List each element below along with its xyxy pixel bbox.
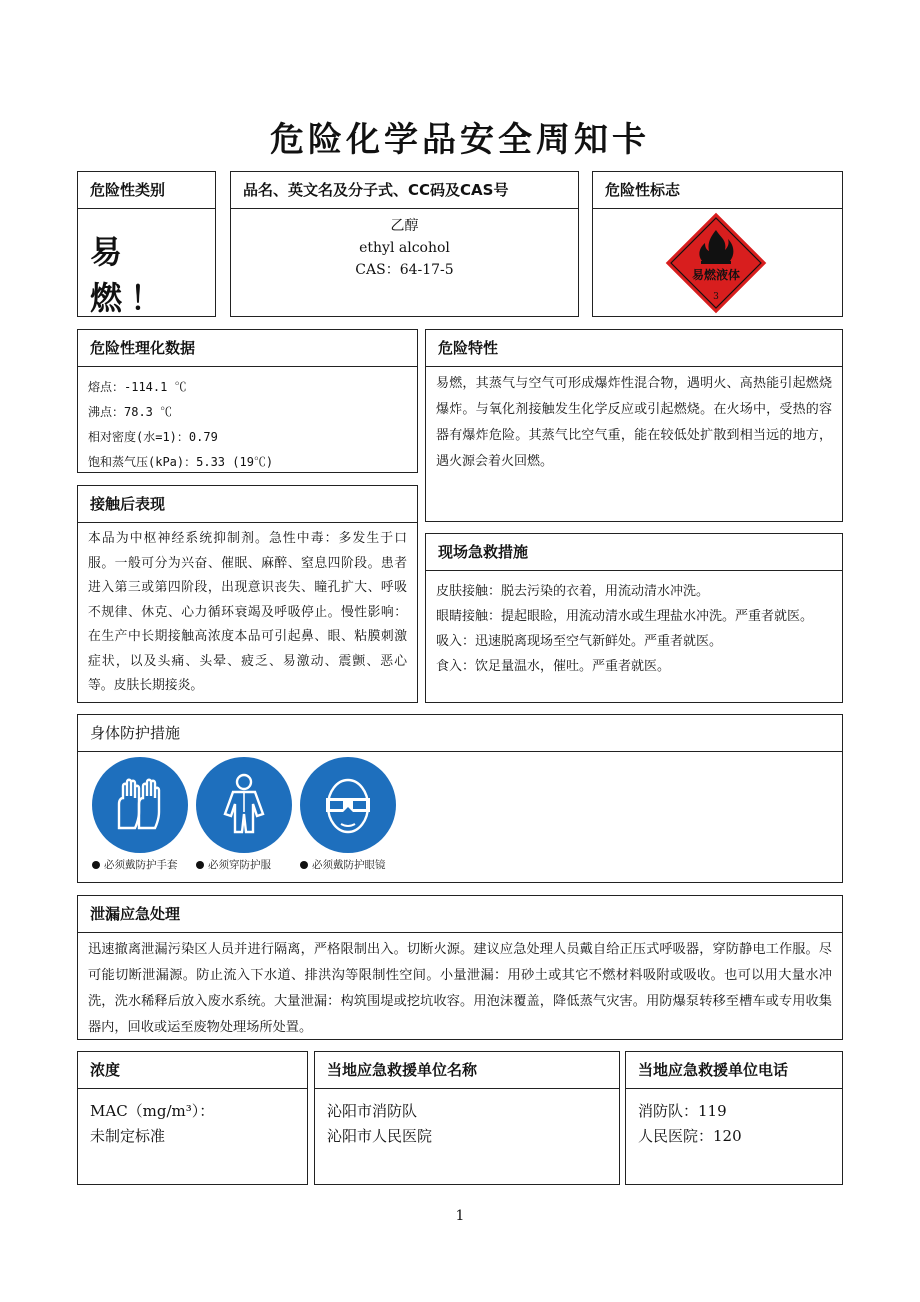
hazard-sign-header: 危险性标志 [593, 172, 842, 209]
hazard-class-header: 危险性类别 [78, 172, 215, 209]
page-title: 危险化学品安全周知卡 [270, 120, 650, 160]
rescue-unit-box [314, 1051, 620, 1185]
product-box [230, 171, 579, 317]
hazard-sign-label: 易燃液体 [691, 268, 740, 282]
exposure-text: 本品为中枢神经系统抑制剂。急性中毒：多发生于口服。一般可分为兴奋、催眠、麻醉、窒息四阶段。患者进入第三或第四阶段，出现意识丧失、瞳孔扩大、呼吸不规律、休克、心力循环衰竭及呼吸停止。慢性影响：在生产中长期接触高浓度本品可引起鼻、眼、粘膜刺激症状，以及头痛、头晕、疲乏、易激动、震颤、恶心等。皮肤长期接炎。 [88, 531, 407, 693]
ppe-goggles-caption: 必须戴防护眼镜 [312, 859, 386, 871]
product-cas: CAS：64-17-5 [355, 262, 454, 278]
hazard-props-header: 危险特性 [426, 330, 842, 367]
first-aid-skin: 皮肤接触：脱去污染的衣着，用流动清水冲洗。 [436, 584, 710, 599]
mac-value: 未制定标准 [90, 1127, 166, 1145]
ppe-goggles [300, 757, 404, 872]
spill-box [77, 895, 843, 1040]
ppe-suit [196, 757, 300, 872]
rescue-phone-hospital: 人民医院：120 [638, 1127, 742, 1145]
concentration-header: 浓度 [78, 1052, 307, 1089]
rescue-phone-fire: 消防队：119 [638, 1102, 727, 1120]
flammable-liquid-sign [663, 210, 769, 316]
vapor-pressure: 饱和蒸气压(kPa)：5.33 (19℃) [88, 455, 274, 469]
rescue-phone-header: 当地应急救援单位电话 [626, 1052, 842, 1089]
spill-header: 泄漏应急处理 [78, 896, 842, 933]
first-aid-ingestion: 食入：饮足量温水，催吐。严重者就医。 [436, 659, 671, 674]
hazard-class-number: 3 [713, 292, 719, 302]
hazard-class-value: 易 燃！ [90, 233, 171, 317]
hazard-props-box [425, 329, 843, 522]
hazard-props-text: 易燃，其蒸气与空气可形成爆炸性混合物，遇明火、高热能引起燃烧爆炸。与氧化剂接触发生化学反应或引起燃烧。在火场中，受热的容器有爆炸危险。其蒸气比空气重，能在较低处扩散到相当远的地方，遇火源会着火回燃。 [436, 376, 832, 469]
rescue-unit-header: 当地应急救援单位名称 [315, 1052, 619, 1089]
mac-label: MAC（mg/m³）： [90, 1102, 215, 1120]
product-name-en: ethyl alcohol [359, 240, 450, 256]
first-aid-eyes: 眼睛接触：提起眼睑，用流动清水或生理盐水冲洗。严重者就医。 [436, 609, 814, 624]
relative-density: 相对密度(水=1)：0.79 [88, 430, 218, 444]
protection-box [77, 714, 843, 883]
first-aid-header: 现场急救措施 [426, 534, 842, 571]
first-aid-inhalation: 吸入：迅速脱离现场至空气新鲜处。严重者就医。 [436, 634, 723, 649]
ppe-gloves [92, 757, 196, 872]
page-number: 1 [455, 1208, 465, 1224]
concentration-box [77, 1051, 308, 1185]
hazard-class-box [77, 171, 216, 317]
exposure-box [77, 485, 418, 703]
ppe-suit-caption: 必须穿防护服 [208, 859, 271, 871]
rescue-unit-fire: 沁阳市消防队 [327, 1102, 418, 1120]
spill-text: 迅速撤离泄漏污染区人员并进行隔离，严格限制出入。切断火源。建议应急处理人员戴自给正压式呼吸器，穿防静电工作服。尽可能切断泄漏源。防止流入下水道、排洪沟等限制性空间。小量泄漏：用砂土或其它不燃材料吸附或吸收。也可以用大量水冲洗，洗水稀释后放入废水系统。大量泄漏：构筑围堤或挖坑收容。用泡沫覆盖，降低蒸气灾害。用防爆泵转移至槽车或专用收集器内，回收或运至废物处理场所处置。 [88, 942, 832, 1035]
physchem-box [77, 329, 418, 473]
product-name-cn: 乙醇 [390, 218, 419, 234]
goggles-icon [313, 770, 383, 840]
gloves-icon [105, 770, 175, 840]
protective-suit-icon [209, 770, 279, 840]
physchem-header: 危险性理化数据 [78, 330, 417, 367]
melting-point: 熔点：-114.1 ℃ [88, 380, 187, 394]
hazard-sign-box [592, 171, 843, 317]
rescue-unit-hospital: 沁阳市人民医院 [327, 1127, 433, 1145]
protection-header: 身体防护措施 [78, 715, 842, 752]
rescue-phone-box [625, 1051, 843, 1185]
product-header: 品名、英文名及分子式、CC码及CAS号 [231, 172, 578, 209]
boiling-point: 沸点：78.3 ℃ [88, 405, 173, 419]
ppe-gloves-caption: 必须戴防护手套 [104, 859, 178, 871]
exposure-header: 接触后表现 [78, 486, 417, 523]
first-aid-box [425, 533, 843, 703]
